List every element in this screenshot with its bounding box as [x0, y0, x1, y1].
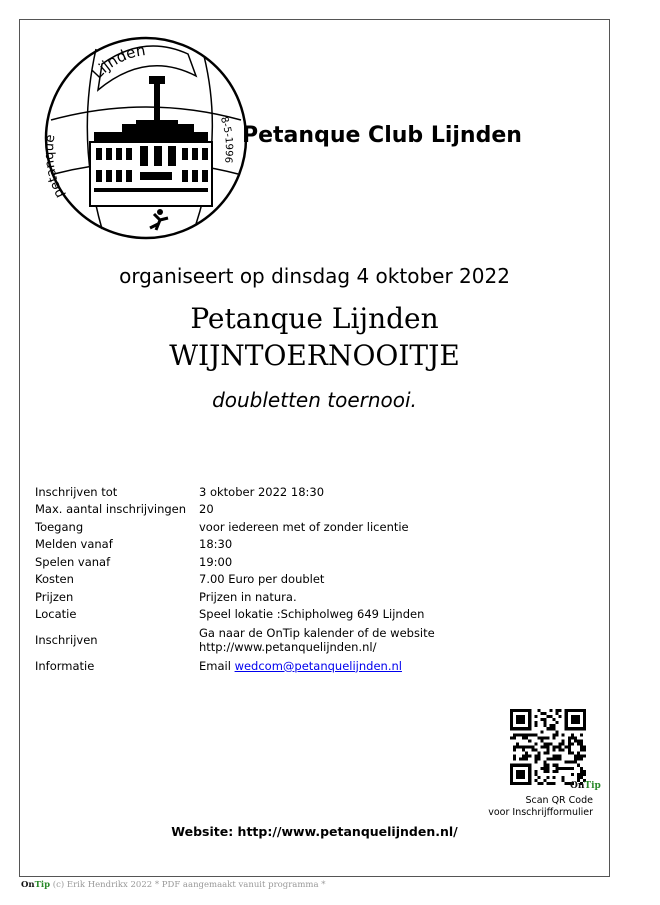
info-label: Inschrijven tot: [35, 484, 118, 499]
info-label: Toegang: [35, 519, 84, 534]
website-line: Website: http://www.petanquelijnden.nl/: [171, 824, 458, 839]
info-value: 18:30: [199, 537, 233, 552]
info-row: [35, 588, 435, 606]
qr-caption-line1: Scan QR Code: [525, 795, 593, 806]
info-label: Kosten: [35, 572, 74, 587]
logo-text-right: 8-5-1996: [217, 115, 235, 164]
qr-brand-on: On: [570, 781, 585, 791]
qr-brand-tip: Tip: [584, 781, 601, 791]
email-prefix: Email: [199, 658, 231, 673]
info-row: [35, 501, 435, 519]
qr-caption-line2: voor Inschrijfformulier: [488, 807, 593, 818]
info-value-line1: Ga naar de OnTip kalender of de website: [199, 626, 435, 640]
logo-text-left: petanque: [41, 133, 68, 201]
info-value: [199, 657, 435, 675]
info-row: [35, 483, 435, 501]
logo-text-top: Lijnden: [88, 41, 147, 83]
club-title: Petanque Club Lijnden: [242, 123, 522, 148]
info-value: Speel lokatie :Schipholweg 649 Lijnden: [199, 607, 425, 622]
club-logo: [36, 24, 258, 246]
info-label: Locatie: [35, 607, 77, 622]
info-row: [35, 571, 435, 589]
info-value: voor iedereen met of zonder licentie: [199, 519, 409, 534]
info-label: Informatie: [35, 658, 95, 673]
info-label: Spelen vanaf: [35, 554, 111, 569]
qr-code[interactable]: [510, 709, 586, 785]
email-link[interactable]: wedcom@petanquelijnden.nl: [234, 658, 402, 673]
event-name-line1: Petanque Lijnden: [190, 302, 439, 335]
footer-text: (c) Erik Hendrikx 2022 * PDF aangemaakt vanuit programma *: [52, 880, 326, 890]
info-value: 19:00: [199, 554, 233, 569]
footer-brand-on: On: [21, 880, 35, 890]
event-name: [20, 300, 609, 374]
info-row: [35, 518, 435, 536]
info-value: [199, 623, 435, 657]
event-name-line2: WIJNTOERNOOITJE: [169, 339, 460, 372]
info-value-line2: http://www.petanquelijnden.nl/: [199, 640, 377, 654]
info-row: [35, 553, 435, 571]
flyer-page: [19, 19, 610, 877]
info-row: [35, 536, 435, 554]
event-intro: organiseert op dinsdag 4 oktober 2022: [119, 264, 510, 288]
info-table: [35, 483, 435, 675]
qr-caption: [488, 795, 593, 819]
info-row: [35, 623, 435, 657]
info-value: 3 oktober 2022 18:30: [199, 484, 325, 499]
footer-brand-tip: Tip: [34, 880, 51, 890]
info-row: [35, 657, 435, 675]
info-label: Inschrijven: [35, 633, 98, 647]
qr-ontip-logo: [570, 781, 601, 791]
event-type: doubletten toernooi.: [212, 388, 417, 412]
info-label: Melden vanaf: [35, 537, 113, 552]
info-row: [35, 606, 435, 624]
info-value: 20: [199, 502, 214, 517]
info-value: 7.00 Euro per doublet: [199, 572, 325, 587]
info-value: Prijzen in natura.: [199, 589, 297, 604]
info-label: Max. aantal inschrijvingen: [35, 502, 187, 517]
page-footer: [21, 880, 325, 890]
info-label: Prijzen: [35, 589, 74, 604]
